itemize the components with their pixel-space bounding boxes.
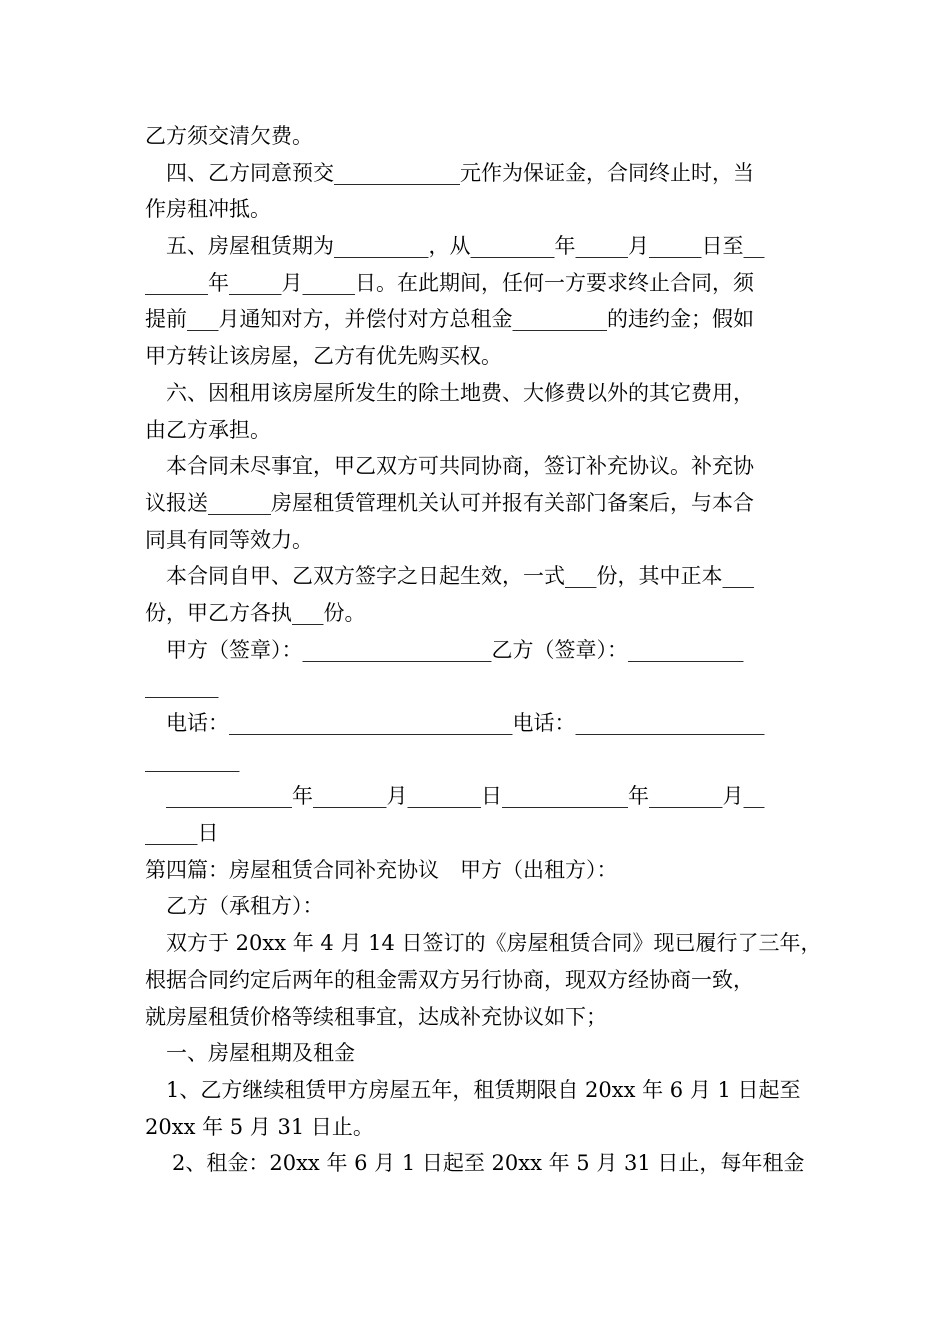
clause-four: 四、乙方同意预交____________元作为保证金，合同终止时，当 [166, 160, 754, 185]
date-line: ____________年_______月_______日____________年_______月__ [166, 784, 765, 809]
text-line: 由乙方承担。 [145, 417, 271, 442]
subheading-term-rent: 一、房屋租期及租金 [166, 1041, 355, 1066]
text-line: 同具有同等效力。 [145, 527, 313, 552]
text-line: 就房屋租赁价格等续租事宜，达成补充协议如下； [145, 1004, 607, 1029]
effect-paragraph: 本合同自甲、乙双方签字之日起生效，一式___份，其中正本___ [166, 564, 754, 589]
text-line: 作房租冲抵。 [145, 197, 271, 222]
text-line: _________ [145, 747, 240, 772]
text-line: _______ [145, 674, 219, 699]
party-b-label: 乙方（承租方）： [166, 894, 324, 919]
signature-line: 甲方（签章）：__________________乙方（签章）：___________ [166, 637, 744, 662]
text-line: 根据合同约定后两年的租金需双方另行协商，现双方经协商一致， [145, 967, 754, 992]
item-two: 2、租金：20xx 年 6 月 1 日起至 20xx 年 5 月 31 日止，每年租金 [172, 1151, 805, 1176]
text-line: 份，甲乙方各执___份。 [145, 600, 366, 625]
intro-paragraph: 双方于 20xx 年 4 月 14 日签订的《房屋租赁合同》现已履行了三年， [166, 931, 822, 956]
supplement-paragraph: 本合同未尽事宜，甲乙双方可共同协商，签订补充协议。补充协 [166, 454, 754, 479]
text-line: 20xx 年 5 月 31 日止。 [145, 1114, 374, 1139]
section-heading: 第四篇：房屋租赁合同补充协议 甲方（出租方）： [145, 857, 618, 882]
text-line: _____日 [145, 821, 219, 846]
clause-six: 六、因租用该房屋所发生的除土地费、大修费以外的其它费用， [166, 380, 754, 405]
document-body [145, 118, 822, 1182]
item-one: 1、乙方继续租赁甲方房屋五年，租赁期限自 20xx 年 6 月 1 日起至 [166, 1077, 801, 1102]
text-line: 提前___月通知对方，并偿付对方总租金_________的违约金；假如 [145, 307, 754, 332]
text-line: 乙方须交清欠费。 [145, 124, 313, 148]
text-line: ______年_____月_____日。在此期间，任何一方要求终止合同，须 [145, 270, 754, 295]
text-line: 甲方转让该房屋，乙方有优先购买权。 [145, 344, 502, 369]
clause-five: 五、房屋租赁期为_________，从________年_____月_____日至__ [166, 234, 765, 259]
text-line: 议报送______房屋租赁管理机关认可并报有关部门备案后，与本合 [145, 490, 754, 515]
phone-line: 电话：___________________________电话：__________________ [166, 711, 765, 735]
